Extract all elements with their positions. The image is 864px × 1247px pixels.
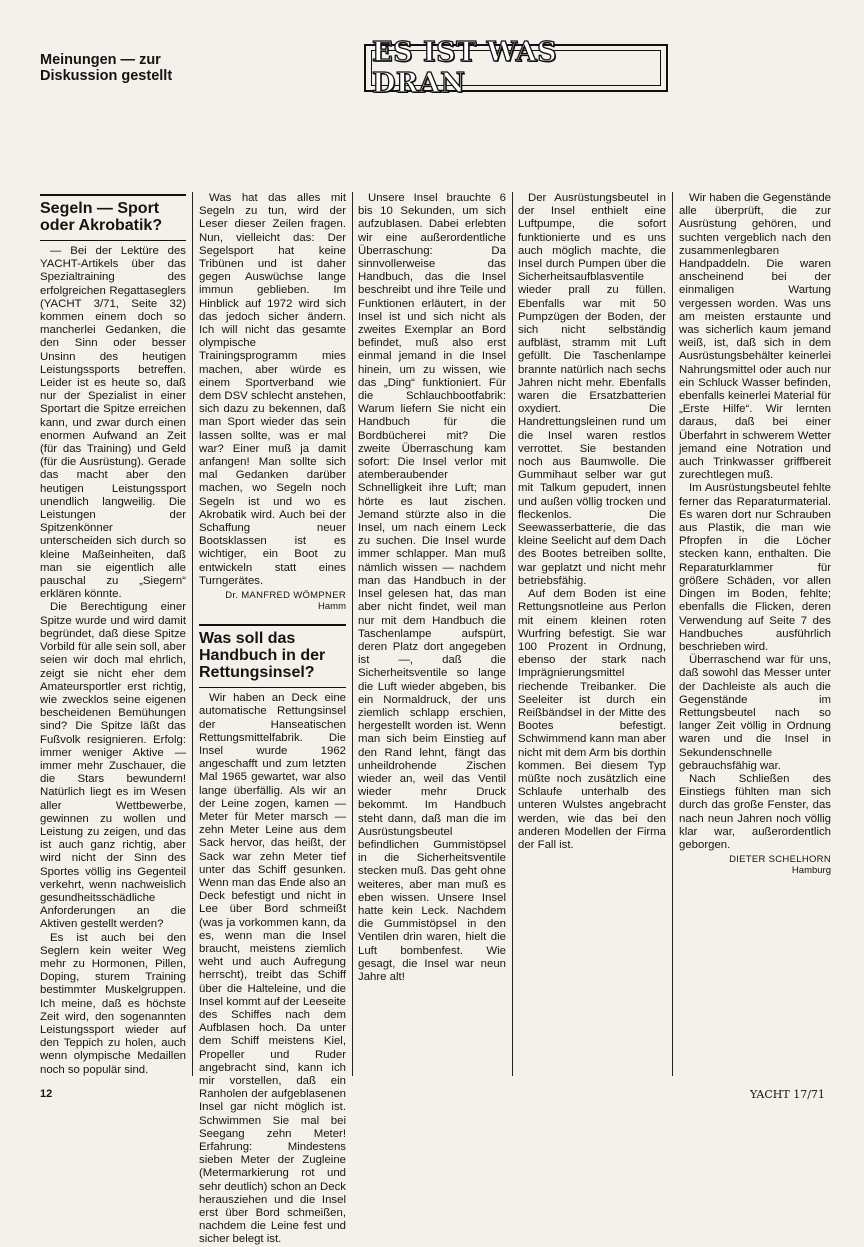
headline-rule <box>199 624 346 626</box>
headline-rule <box>199 687 346 688</box>
column-divider <box>672 192 673 1076</box>
article-1-signature <box>199 590 346 612</box>
article-2-paragraph: Im Ausrüstungsbeutel fehlte ferner das Reparaturmaterial. Es waren dort nur Schrauben aus Plastik, die man wie Pfropfen in die Löcher stecken kann, enthalten. Die Reparaturklammer für größere Schäden, vor allen Dingen im Boden, fehlte; ebenfalls die Flicken, deren Verwendung auf Seite 7 des Handbuches ausführlich beschrieben wird. <box>679 482 831 653</box>
rubric-line-2: Diskussion gestellt <box>40 68 173 84</box>
article-2-paragraph: Nach Schließen des Einstiegs fühlten man sich durch das große Fenster, das nach neun Jahren noch völlig klar war, außerordentlich geborgen. <box>679 772 831 851</box>
article-1-paragraph: Es ist auch bei den Seglern kein weiter Weg mehr zu Hormonen, Pillen, Doping, sturem Training bestimmter Muskelgruppen. Ich meine, daß es höchste Zeit wird, den sogenannten Leistungssport wieder auf den Teppich zu holen, auch wenn olympische Medaillen noch so populär sind. <box>40 931 186 1076</box>
headline-line: Rettungsinsel? <box>199 664 315 682</box>
article-1-paragraph: Die Berechtigung einer Spitze wurde und wird damit begründet, daß diese Spitze Vorbild für alle sein soll, aber seien wir doch mal ehrlich, zeigt sie nicht eher dem Amateursportler erst richtig, wie zwecklos seine eigenen bescheidenen Bemühungen sind? Die Spitze läßt das Fußvolk resignieren. Erfolg: immer weniger Aktive — immer mehr Zuschauer, die die Stars bewundern! Natürlich liegt es im Wesen aller Wettbewerbe, gewinnen zu wollen und Leistung zu zeigen, und das ist auch ganz richtig, aber wird nicht der Sinn des Sportes völlig ins Gegenteil verkehrt, wenn nachweislich gesundheitsschädliche Anforderungen an die Aktiven gestellt werden? <box>40 601 186 931</box>
column-5 <box>679 192 831 1080</box>
column-divider <box>352 192 353 1076</box>
article-2-paragraph: Wir haben an Deck eine automatische Rettungsinsel der Hanseatischen Rettungsmittelfabrik. Die Insel wurde 1962 angeschafft und zum letzten Mal 1965 gewartet, war also lange überfällig. Als wir an der Leine zogen, kamen — Meter für Meter marsch — zehn Meter Leine aus dem Sack hervor, das heißt, der Sack war zehn Meter tief unter das Schiff gesunken. Wenn man das Ende also an Deck befestigt und nicht in Lee über Bord schmeißt (was ja vorkommen kann, da es, wenn man die Insel braucht, meistens ziemlich weht und auch Aufregung herrscht), treibt das Schiff über die Halteleine, und die Insel kommt auf der Leeseite des Schiffes nach dem Aufblasen hoch. Da unter dem Schiff meistens Kiel, Propeller und Ruder angebracht sind, kann ich mir vorstellen, daß ein Ranholen der aufgeblasenen Insel gar nicht möglich ist. Schwimmen Sie mal bei Seegang zehn Meter! Erfahrung: Mindestens sieben Meter der Zugleine (Metermarkierung rot und sehr deutlich) schon an Deck herausziehen und die Insel erst über Bord schmeißen, nachdem die Leine fest und sicher belegt ist. <box>199 692 346 1246</box>
headline-line: Handbuch in der <box>199 647 326 665</box>
article-1-headline <box>40 200 186 234</box>
banner-title: ES IST WAS DRAN <box>371 50 661 86</box>
column-divider <box>512 192 513 1076</box>
article-2-paragraph: Der Ausrüstungsbeutel in der Insel enthielt eine Luftpumpe, die sofort funktionierte und es uns auch möglich machte, die Insel durch Pumpen über die Sicherheitsaufblasventile wieder prall zu füllen. Ebenfalls war mit 50 Pumpzügen der Boden, der sich nicht selbständig aufbläst, stramm mit Luft gefüllt. Die Taschenlampe brannte natürlich nach sechs Jahren nicht mehr. Ebenfalls waren die Ersatzbatterien oxydiert. Die Handrettungsleinen rund um die Insel waren restlos verrottet. Sie bestanden noch aus Baumwolle. Die Gummihaut selber war gut mit Talkum gepudert, innen und außen völlig trocken und fleckenlos. Die Seewasserbatterie, die das kleine Seelicht auf dem Dach des Bootes betreiben sollte, war geplatzt und nicht mehr betriebsfähig. <box>518 192 666 587</box>
section-banner <box>364 37 668 99</box>
signature-name: DIETER SCHELHORN <box>729 854 831 866</box>
rubric-line-1: Meinungen — zur <box>40 52 161 68</box>
article-2-paragraph: Unsere Insel brauchte 6 bis 10 Sekunden, um sich aufzublasen. Dabei erlebten wir eine außerordentliche Überraschung: Da sinnvollerweise das Handbuch, das die Insel beschreibt und ihre Teile und Funktionen erläutert, in der Insel ist und sich nicht als zweites Exemplar an Bord befindet, muß also erst einmal jemand in die Insel hinein, um zu wissen, wie das „Ding“ funktioniert. Für die Schlauchbootfabrik: Warum liefern Sie nicht ein Handbuch für die Bordbücherei mit? Die zweite Überraschung kam sofort: Die Insel verlor mit atemberaubender Schnelligkeit ihre Luft; man hörte es laut zischen. Jemand stürzte also in die Insel, um nach einem Leck zu suchen. Die Insel wurde immer schlapper. Man muß nämlich wissen — nachdem man das Handbuch in der Insel gelesen hat, das man aber nicht findet, weil man nur mit dem Handbuch die Taschenlampe aufspürt, deren Platz dort angegeben ist —, daß die Sicherheitsventile so lange die Luft wieder abgeben, bis ein Normaldruck, der uns ziemlich schlapp erschien, hergestellt worden ist. Wenn man sich beim Einstieg auf den Rand lehnt, fängt das unheildrohende Zischen wieder an, weil das Ventil wieder mehr Druck bekommt. Im Handbuch steht dann, daß man die im Ausrüstungsbeutel befindlichen Gummistöpsel in die Sicherheitsventile stecken muß. Das geht ohne weiteres, aber man muß es eben wissen. Unsere Insel hatte kein Leck. Nachdem die Gummistöpsel in den Ventilen drin waren, hielt die Luft bombenfest. Wie gesagt, die Insel war neun Jahre alt! <box>358 192 506 983</box>
headline-line: Was soll das <box>199 630 296 648</box>
signature-city: Hamburg <box>791 865 831 877</box>
issue-label: YACHT 17/71 <box>750 1088 825 1101</box>
article-2-paragraph: Überraschend war für uns, daß sowohl das Messer unter der Dachleiste als auch die Gegenstände im Rettungsbeutel nach so langer Zeit völlig in Ordnung waren und die Insel in Sekundenschnelle gebrauchsfähig war. <box>679 654 831 772</box>
column-1 <box>40 192 186 1080</box>
column-3 <box>358 192 506 1080</box>
headline-rule <box>40 240 186 241</box>
headline-line: Segeln — Sport <box>40 200 160 217</box>
article-2-paragraph: Auf dem Boden ist eine Rettungsnotleine aus Perlon mit einem kleinen roten Wurfring befestigt. Sie war 100 Prozent in Ordnung, ebenso der stark nach Imprägnierungsmittel riechende Treibanker. Die Seeleiter ist durch ein Reißbändsel in der Mitte des Bootes befestigt. Schwimmend kann man aber nicht mit dem Arm bis dorthin kommen. Bei diesem Typ müßte noch zusätzlich eine Schlaufe unterhalb des unteren Wulstes angebracht werden, wie das bei den anderen Modellen der Firma der Fall ist. <box>518 588 666 851</box>
page-number: 12 <box>40 1088 53 1100</box>
column-4 <box>518 192 666 1080</box>
headline-line: oder Akrobatik? <box>40 217 163 234</box>
signature-city: Hamm <box>318 601 346 613</box>
column-2 <box>199 192 346 1246</box>
article-2-headline <box>199 630 346 681</box>
article-1-paragraph: — Bei der Lektüre des YACHT-Artikels über das Spezialtraining des erfolgreichen Regattaseglers (YACHT 3/71, Seite 32) kommen einem doch so mancherlei Gedanken, die den Sinn oder besser Unsinn des heutigen Leistungssports betreffen. Leider ist es heute so, daß nur der Spezialist in einer Sportart die Spitze erreichen kann, und zwar durch einen enormen Aufwand an Zeit (für das Training) und Geld (für die Ausrüstung). Gerade das macht aber den heutigen Leistungssport unendlich langweilig. Die Leistungen der Spitzenkönner unterscheiden sich durch so kleine Maßeinheiten, daß man sie eigentlich alle pauschal zu „Siegern“ erklären könnte. <box>40 245 186 601</box>
section-rubric <box>40 52 172 84</box>
headline-rule <box>40 194 186 196</box>
article-1-paragraph: Was hat das alles mit Segeln zu tun, wird der Leser dieser Zeilen fragen. Nun, vielleicht das: Der Segelsport hat keine Tribünen und ist daher gegen Auswüchse lange immun geblieben. Im Hinblick auf 1972 wird sich das jedoch sicher ändern. Ich will nicht das gesamte olympische Trainingsprogramm mies machen, aber würde es einem Sportverband wie dem DSV schlecht anstehen, sich dazu zu bekennen, daß man Sport wieder das sein lassen sollte, was er mal war? Einer muß ja damit anfangen! Man sollte sich mal Gedanken darüber machen, wo Segeln noch Segeln ist und wo es Akrobatik wird. Auch bei der Schaffung neuer Bootsklassen ist es wichtiger, ein Boot zu entwickeln statt eines Turngerätes. <box>199 192 346 587</box>
article-2-paragraph: Wir haben die Gegenstände alle überprüft, die zur Ausrüstung gehören, und suchten vergeblich nach den zusammenlegbaren Handpaddeln. Die waren anscheinend bei der einmaligen Wartung vergessen worden. Was uns am meisten erstaunte und was sicherlich kaum jemand weiß, ist, daß sich in dem Ausrüstungsbehälter keinerlei Nahrungsmittel oder auch nur ein Schluck Wasser befinden, ebenfalls keinerlei Material für „Erste Hilfe“. Wir lernten daraus, daß bei einer Überfahrt in schwerem Wetter jemand eine Notration und auch Trinkwasser griffbereit zurechtlegen muß. <box>679 192 831 482</box>
column-divider <box>192 192 193 1076</box>
signature-name: Dr. MANFRED WÖMPNER <box>225 590 346 602</box>
article-2-signature <box>679 854 831 876</box>
